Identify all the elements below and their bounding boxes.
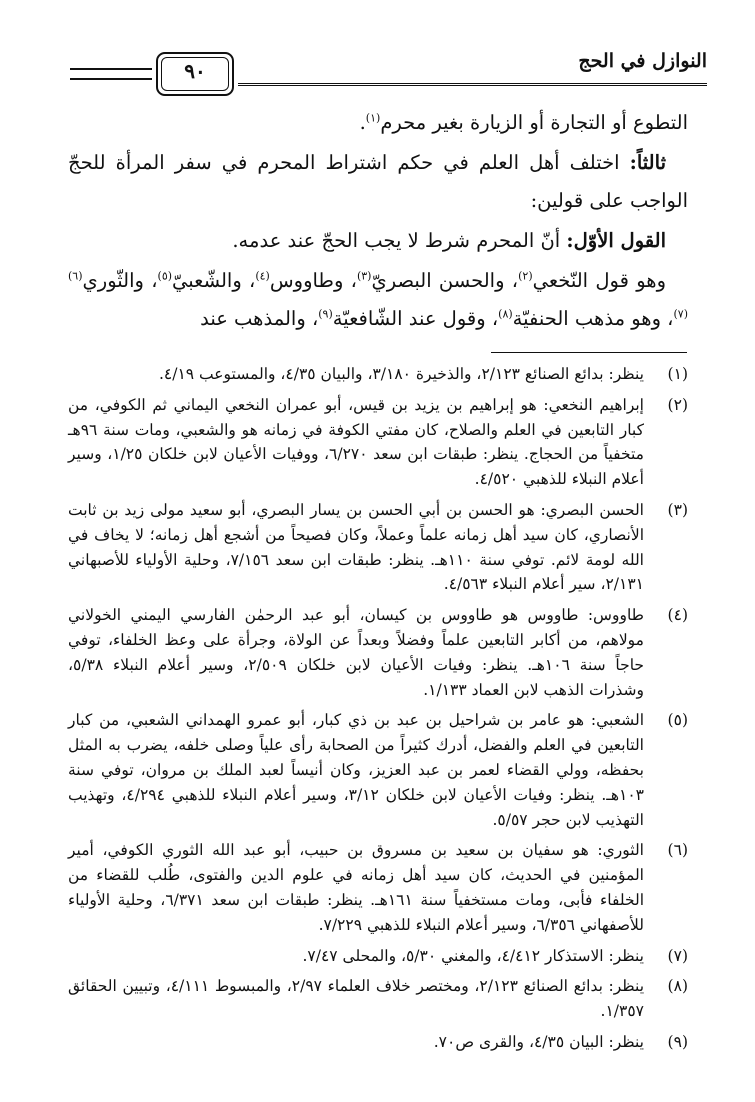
- paragraph-4-part-2: ، والحسن البصريّ: [371, 269, 519, 292]
- footnote: [68, 944, 688, 969]
- footnote-text: ينظر: البيان ٤/٣٥، والقرى ص٧٠.: [433, 1032, 644, 1051]
- footnote-separator: [491, 352, 687, 353]
- footnote-number: (٩): [667, 1032, 688, 1051]
- paragraph-1-text: التطوع أو التجارة أو الزيارة بغير محرم: [380, 111, 688, 134]
- footnote-number: (٥): [667, 711, 688, 730]
- footnote-ref-6-7: (٦)(٧): [68, 269, 688, 321]
- footnote-text: إبراهيم النخعي: هو إبراهيم بن يزيد بن قيس، أبو عمران النخعي اليماني ثم الكوفي، من كبار التابعين في العلم والصلاح، كان مفتي الكوفة في زمانه هو والشعبي، ومات سنة ٩٦هـ متخفياً من الحجاج. ينظر: طبقات ابن سعد ٦/٢٧٠، ووفيات الأعيان لابن خلكان ١/٢٥، وسير أعلام النبلاء للذهبي ٤/٥٢٠.: [68, 395, 644, 489]
- footnote-text: الشعبي: هو عامر بن شراحيل بن عبد بن ذي كبار، أبو عمرو الهمداني الشعبي، من كبار التابعين في العلم والفضل، أدرك كثيراً من الصحابة رأى علياً وصلى خلفه، يضرب به المثل بحفظه، وولي القضاء لعمر بن عبد العزيز، وكان أنيساً لعبد الملك بن مروان، توفي سنة ١٠٣هـ. ينظر: وفيات الأعيان لابن خلكان ٣/١٢، وسير أعلام النبلاء للذهبي ٤/٢٩٤، وتهذيب التهذيب لابن حجر ٥/٥٧.: [68, 711, 645, 829]
- paragraph-4-part-1: وهو قول النّخعي: [532, 269, 666, 292]
- paragraph-2: [68, 144, 688, 220]
- paragraph-2-text: اختلف أهل العلم في حكم اشتراط المحرم في سفر المرأة للحجّ الواجب على قولين:: [68, 151, 688, 212]
- footnote: [68, 838, 688, 937]
- footnote-number: (٨): [667, 977, 688, 996]
- footnote-text: الحسن البصري: هو الحسن بن أبي الحسن بن يسار البصري، أبو سعيد مولى زيد بن ثابت الأنصاري، كان سيد أهل زمانه علماً وعملاً، وكان فصيحاً من أشجع أهل زمانه؛ لا يخاف في الله لومة لائم. توفي سنة ١١٠هـ. ينظر: طبقات ابن سعد ٧/١٥٦، وحلية الأولياء للأصبهاني ٢/١٣١، سير أعلام النبلاء ٤/٥٦٣.: [68, 500, 644, 594]
- footnote-text: الثوري: هو سفيان بن سعيد بن مسروق بن حبيب، أبو عبد الله الثوري الكوفي، أمير المؤمنين في الحديث، كان سيد أهل زمانه في علوم الدين والفتوى، طُلب للقضاء من الخلفاء فأبى، ومات مستخفياً سنة ١٦١هـ. ينظر: طبقات ابن سعد ٦/٣٧١، وحلية الأولياء للأصفهاني ٦/٣٥٦، وسير أعلام النبلاء للذهبي ٧/٢٢٩.: [68, 841, 644, 934]
- footnote-number: (٣): [667, 500, 688, 519]
- footnote-number: (٧): [667, 946, 688, 965]
- page-header: [70, 44, 707, 100]
- main-text: [68, 104, 688, 340]
- footnote-ref-4: (٤): [255, 269, 270, 283]
- footnote-text: ينظر: الاستذكار ٤/٤١٢، والمغني ٥/٣٠، والمحلى ٧/٤٧.: [302, 946, 644, 965]
- footnote-number: (٤): [667, 606, 688, 625]
- footnote: [68, 498, 688, 597]
- footnote-number: (٦): [667, 841, 688, 860]
- footnote-text: ينظر: بدائع الصنائع ٢/١٢٣، والذخيرة ٣/١٨٠، والبيان ٤/٣٥، والمستوعب ٤/١٩.: [158, 365, 644, 383]
- first-opinion-lead: القول الأوّل:: [566, 229, 666, 252]
- footnote: [68, 603, 688, 702]
- footnote: [68, 708, 688, 832]
- header-ornament-lines: [70, 68, 152, 80]
- paragraph-3-text: أنّ المحرم شرط لا يجب الحجّ عند عدمه.: [232, 229, 561, 252]
- paragraph-4-part-4: ، والشّعبيّ: [172, 269, 256, 292]
- paragraph-1: التطوع أو التجارة أو الزيارة بغير محرم$^{(١)}$.: [359, 111, 688, 134]
- footnote-number: (٢): [667, 395, 688, 414]
- footnote: [68, 1030, 688, 1055]
- page-number: ٩٠: [184, 59, 206, 83]
- paragraph-4-part-8: ، والمذهب عند: [200, 307, 319, 330]
- page-number-frame: [156, 52, 234, 96]
- running-title: النوازل في الحج: [578, 50, 707, 72]
- footnote-text: ينظر: بدائع الصنائع ٢/١٢٣، ومختصر خلاف العلماء ٢/٩٧، والمبسوط ٤/١١١، وتبيين الحقائق ١/٣٥٧.: [68, 977, 645, 1021]
- footnote-ref-9: (٩): [318, 307, 333, 321]
- footnote: [68, 974, 688, 1024]
- footnote-number: (١): [667, 365, 688, 383]
- header-rule: [238, 83, 707, 86]
- footnote-ref-1: (١): [365, 111, 381, 125]
- footnote-text: طاووس: طاووس هو طاووس بن كيسان، أبو عبد الرحمٰن الفارسي اليمني الخولاني مولاهم، من أكابر التابعين علماً وفضلاً وبعداً عن الولاة، وجرأة على وعظ الخلفاء، توفي حاجاً سنة ١٠٦هـ. ينظر: وفيات الأعيان لابن خلكان ٢/٥٠٩، وسير أعلام النبلاء ٥/٣٨، وشذرات الذهب لابن العماد ١/١٣٣.: [68, 606, 645, 699]
- footnote-ref-3: (٣): [356, 269, 372, 283]
- paragraph-4-part-7: ، وقول عند الشّافعيّة: [332, 307, 499, 330]
- footnote: [68, 393, 688, 492]
- footnotes: [68, 362, 688, 1061]
- section-lead-third: ثالثاً:: [629, 151, 666, 174]
- paragraph-3: [68, 222, 688, 260]
- paragraph-4: [68, 262, 688, 338]
- paragraph-4-part-5: ، والثّوري: [82, 269, 158, 292]
- footnote: [68, 362, 688, 387]
- paragraph-4-part-6: ، وهو مذهب الحنفيّة: [512, 307, 674, 330]
- footnote-ref-2: (٢): [518, 269, 533, 283]
- footnote-ref-8: (٨): [498, 307, 513, 321]
- paragraph-4-part-3: ، وطاووس: [269, 269, 357, 292]
- footnote-ref-5: (٥): [157, 269, 173, 283]
